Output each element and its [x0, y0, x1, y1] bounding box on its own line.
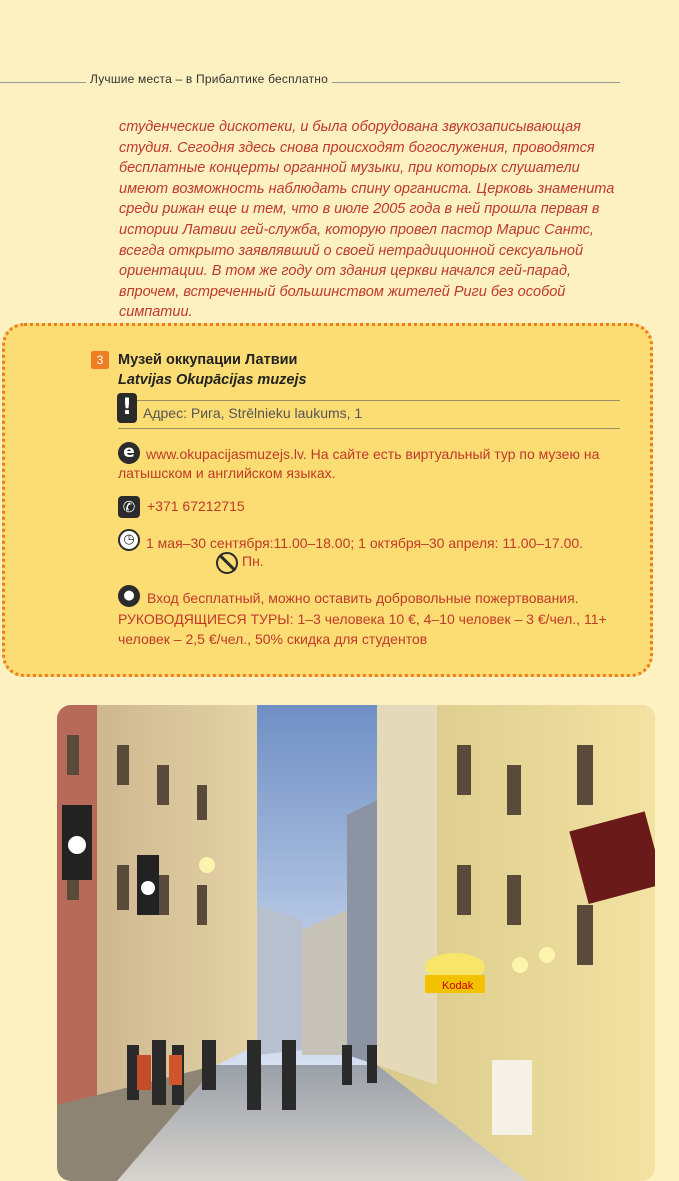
e-letter-icon: e [118, 442, 140, 464]
street-sign-board [492, 1060, 532, 1135]
entry-number-badge: 3 [91, 351, 109, 369]
riga-street-photo [57, 705, 655, 1181]
price-text: Вход бесплатный, можно оставить добровольные пожертвования. РУКОВОДЯЩИЕСЯ ТУРЫ: 1–3 человека 10 €, 4–10 человек – 3 €/чел., 11+ человек – 2,5 €/чел., 50% скидка для студентов [118, 590, 607, 647]
running-title: Лучшие места – в Прибалтике бесплатно [86, 72, 332, 86]
intro-paragraph: студенческие дискотеки, и была оборудована звукозаписывающая студия. Сегодня здесь снова происходят богослужения, проводятся бесплатные концерты органной музыки, при которых слушатели имеют возможность наблюдать спину органиста. Церковь знаменита среди рижан еще и тем, что в июле 2005 года в ней прошла первая в истории Латвии гей-служба, которую провел пастор Марис Сантс, всегда открыто заявлявший о своей нетрадиционной сексуальной ориентации. В том же году от здания церкви начался гей-парад, впрочем, встреченный большинством жителей Риги без особой симпатии. [119, 119, 615, 321]
clock-icon: ◷ [118, 529, 140, 551]
closed-day-text: Пн. [242, 553, 264, 569]
museum-title: Музей оккупации Латвии [118, 352, 298, 368]
no-entry-icon [216, 552, 238, 574]
website-text: www.okupacijasmuzejs.lv. На сайте есть виртуальный тур по музею на латышском и английском языках. [118, 446, 600, 481]
museum-subtitle: Latvijas Okupācijas muzejs [118, 372, 307, 388]
kodak-sign-label: Kodak [442, 980, 474, 992]
address-rule-bottom [118, 428, 620, 429]
phone-icon: ✆ [118, 496, 140, 518]
hours-text: 1 мая–30 сентября:11.00–18.00; 1 октября–30 апреля: 11.00–17.00. [146, 535, 584, 551]
exclamation-icon: ! [117, 393, 137, 423]
phone-text: +371 67212715 [147, 498, 245, 514]
address-rule-top [118, 400, 620, 401]
address-text: Адрес: Рига, Strēlnieku laukums, 1 [143, 405, 363, 421]
coins-icon: ● [118, 585, 140, 607]
